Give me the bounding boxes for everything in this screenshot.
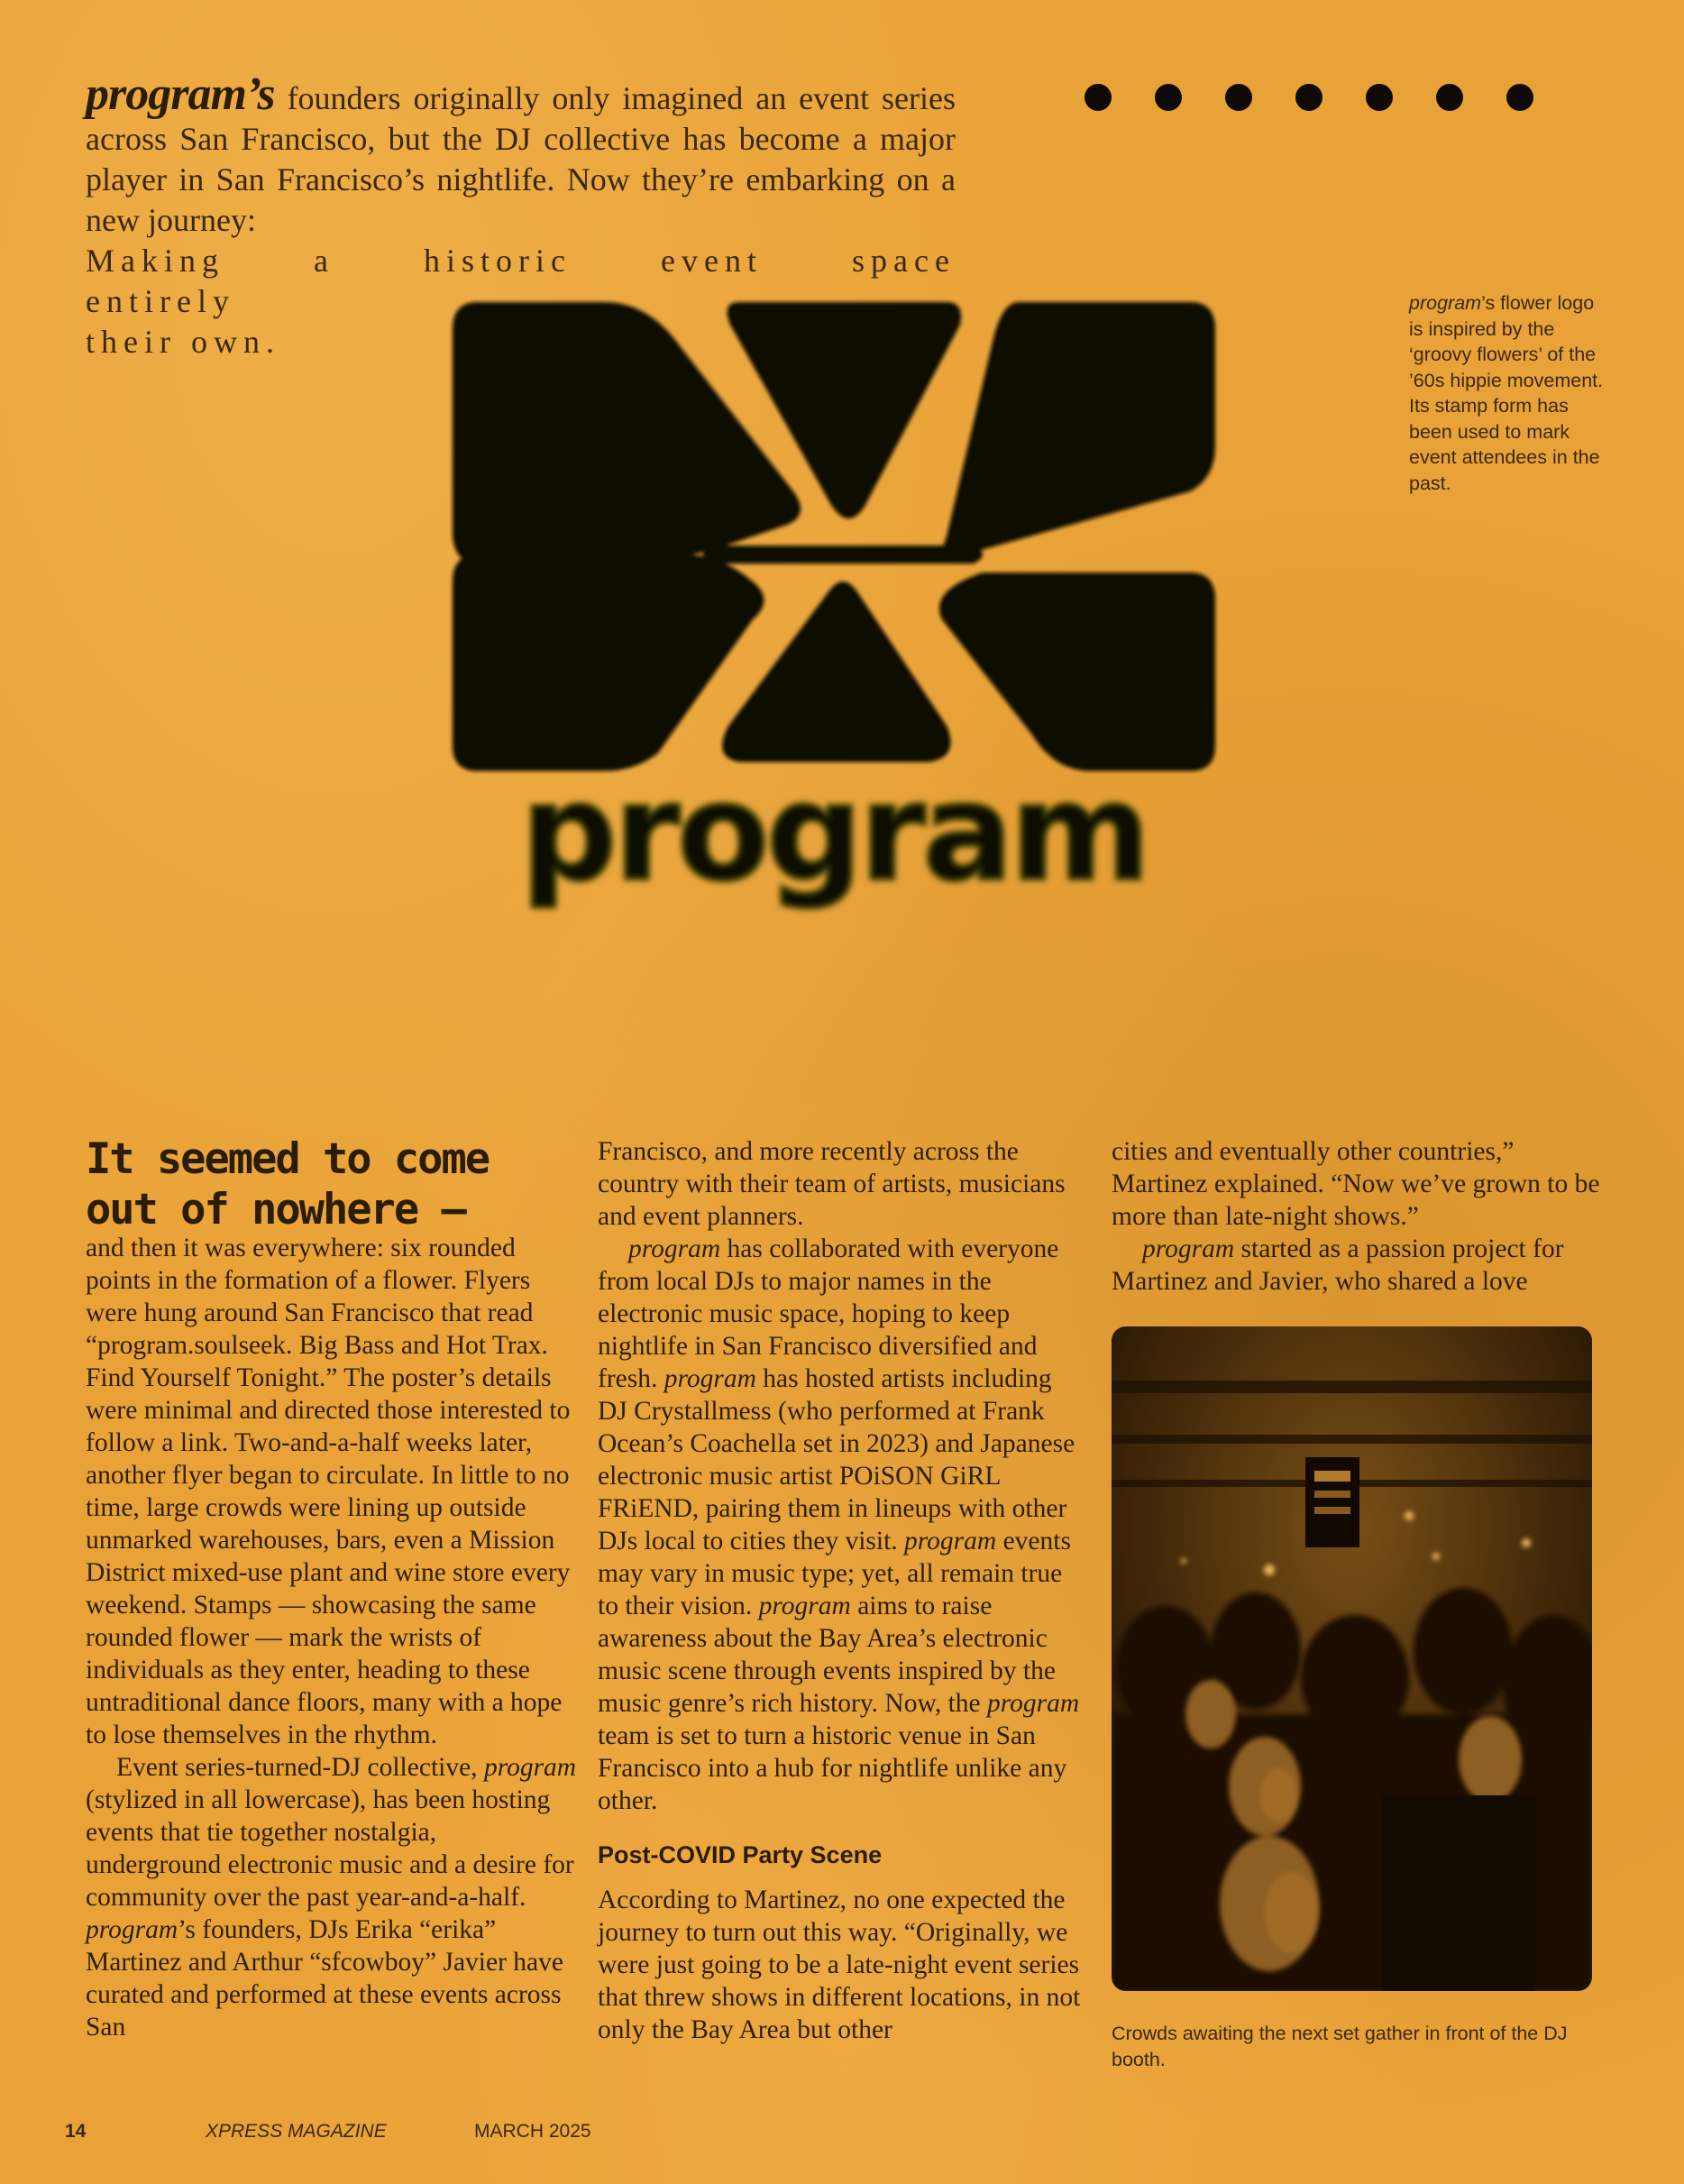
- paragraph: According to Martinez, no one expected the journey to turn out this way. “Originally, we were just going to be a late-night event series that threw shows in different locations, in not only the Bay Area but other: [598, 1886, 1081, 2044]
- decorative-dots: [1085, 84, 1535, 111]
- paragraph: program has collaborated with everyone from local DJs to major names in the electronic music space, hoping to keep nightlife in San Francisco diversified and fresh. program has hosted artists including DJ Crystallmess (who performed at Frank Ocean’s Coachella set in 2023) and Japanese electronic music artist POiSON GiRL FRiEND, pairing them in lineups with other DJs local to cities they visit. program events may vary in music type; yet, all remain true to their vision. program aims to raise awareness about the Bay Area’s electronic music scene through events inspired by the music genre’s rich history. Now, the program team is set to turn a historic venue in San Francisco into a hub for nightlife unlike any other.: [598, 1234, 1080, 1815]
- paragraph: program started as a passion project for Martinez and Javier, who shared a love: [1112, 1234, 1564, 1296]
- page-footer: [0, 2121, 1684, 2148]
- dot-icon: [1225, 84, 1252, 111]
- article-heading: It seemed to come out of nowhere —: [86, 1134, 490, 1234]
- logo-wordmark: program: [520, 755, 1148, 912]
- page-number: 14: [65, 2121, 87, 2142]
- intro-spaced-line: Making a historic event space entirely: [86, 243, 956, 319]
- intro-spaced-line-end: their own.: [86, 324, 280, 360]
- section-subheading: Post-COVID Party Scene: [598, 1841, 883, 1868]
- crowd-photo: [1112, 1326, 1592, 1991]
- intro-lead-word: program’s: [86, 69, 275, 120]
- dot-icon: [1155, 84, 1182, 111]
- article-column-1: [86, 1232, 577, 2043]
- logo-caption: [1409, 290, 1607, 496]
- dot-icon: [1085, 84, 1112, 111]
- intro-text: founders originally only imagined an event series across San Francisco, but the DJ collective has become a major player in San Francisco’s nightlife. Now they’re embarking on a new journey:: [86, 80, 956, 238]
- issue-date: MARCH 2025: [474, 2121, 591, 2142]
- paragraph: Event series-turned-DJ collective, program (stylized in all lowercase), has been hosting events that tie together nostalgia, underground electronic music and a desire for community over the past year-and-a-half. program’s founders, DJs Erika “erika” Martinez and Arthur “sfcowboy” Javier have curated and performed at these events across San: [86, 1753, 577, 2042]
- dot-icon: [1295, 84, 1322, 111]
- article-column-2: [598, 1135, 1085, 2046]
- dot-icon: [1366, 84, 1393, 111]
- magazine-name: XPRESS MAGAZINE: [206, 2121, 387, 2142]
- paragraph: Francisco, and more recently across the country with their team of artists, musicians and event planners.: [598, 1137, 1066, 1231]
- program-flower-logo: [442, 284, 1226, 915]
- logo-caption-text: ’s flower logo is inspired by the ‘groovy flowers’ of the ’60s hippie movement. Its stamp form has been used to mark event attendees in the past.: [1409, 292, 1604, 494]
- photo-caption: Crowds awaiting the next set gather in front of the DJ booth.: [1112, 2023, 1568, 2070]
- logo-caption-em: program: [1409, 292, 1482, 314]
- flower-icon: [453, 302, 1215, 771]
- paragraph: and then it was everywhere: six rounded points in the formation of a flower. Flyers were hung around San Francisco that read “program.soulseek. Big Bass and Hot Trax. Find Yourself Tonight.” The poster’s details were minimal and directed those interested to follow a link. Two-and-a-half weeks later, another flyer began to circulate. In little to no time, large crowds were lining up outside unmarked warehouses, bars, even a Mission District mixed-use plant and wine store every weekend. Stamps — showcasing the same rounded flower — mark the wrists of individuals as they enter, heading to these untraditional dance floors, many with a hope to lose themselves in the rhythm.: [86, 1234, 571, 1749]
- dot-icon: [1436, 84, 1463, 111]
- paragraph: cities and eventually other countries,” Martinez explained. “Now we’ve grown to be more than late-night shows.”: [1112, 1137, 1600, 1231]
- article-column-3: [1112, 1135, 1603, 1298]
- dot-icon: [1506, 84, 1533, 111]
